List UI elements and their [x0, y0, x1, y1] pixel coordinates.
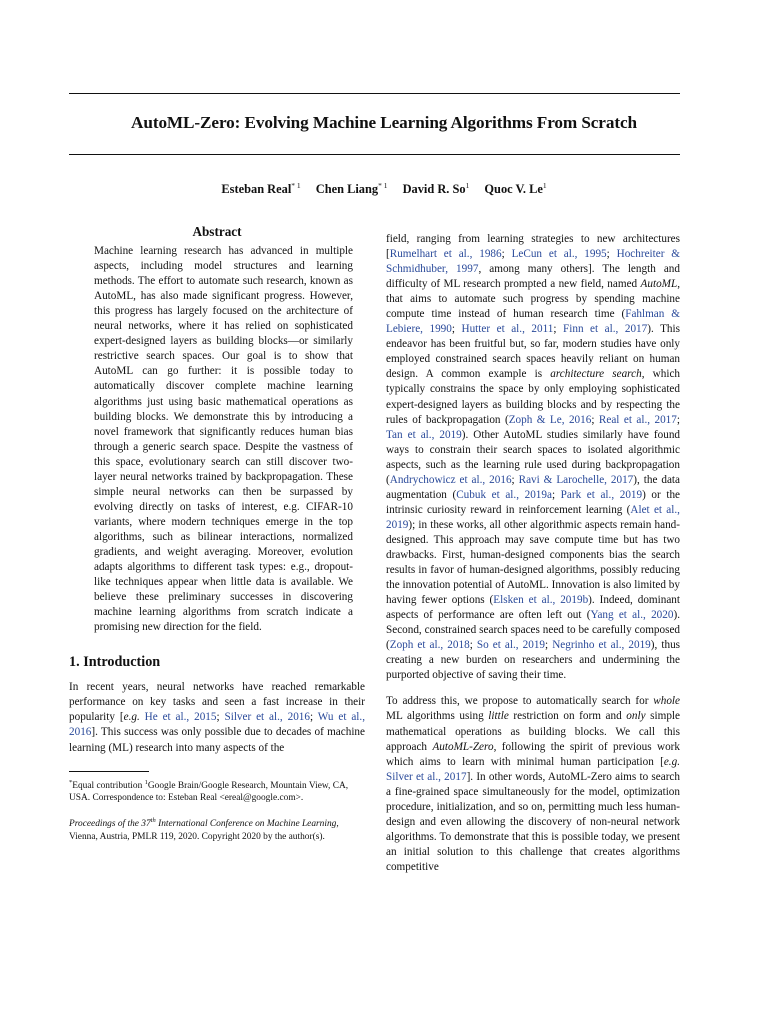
citation-link[interactable]: Negrinho et al., 2019	[552, 639, 651, 652]
body-emphasis: only	[626, 710, 646, 723]
author-affil-mark: * 1	[378, 181, 388, 190]
citation-link[interactable]: Andrychowicz et al., 2016	[389, 473, 512, 486]
author	[484, 182, 546, 196]
intro-text: In recent years, neural networks have reached remarkable performance on key tasks and seen a fast increase in their popularity [	[69, 681, 365, 724]
proceedings-text: , Vienna, Austria, PMLR 119, 2020. Copyright 2020 by the author(s).	[69, 819, 339, 842]
footnote-affil: Google Brain/Google Research, Mountain View, CA, USA. Correspondence to: Esteban Real <ereal@google.com>.	[69, 780, 349, 803]
author-affil-mark: 1	[465, 181, 470, 190]
citation-link[interactable]: Zoph & Le, 2016	[508, 413, 592, 426]
intro-eg: e.g.	[123, 711, 140, 724]
citation-link[interactable]: Hochreiter & Schmidhuber, 1997	[386, 248, 680, 276]
body-text: ). Second, constrained search spaces need to be carefully composed (	[386, 609, 680, 652]
body-text: ]. In other words, AutoML-Zero aims to search a fine-grained space simultaneously for the model, optimization procedure, initialization, and so on, permitting much less human-design and even allowing the discovery of non-neural network algorithms. To demonstrate that this is possible today, we present an initial solution to this challenge that creates algorithms competitive	[386, 770, 680, 873]
abstract-heading: Abstract	[192, 224, 242, 239]
body-text: ); in these works, all other algorithmic aspects remain hand-designed. This approach may save compute time but has two drawbacks. First, human-designed components bias the search results in favor of human-designed algorithms, possibly reducing the innovation potential of AutoML. Innovation is also limited by having fewer options (	[386, 518, 680, 607]
right-column	[386, 232, 680, 875]
citation-link[interactable]: Cubuk et al., 2019a	[456, 488, 552, 501]
citation-link[interactable]: Finn et al., 2017	[563, 323, 648, 336]
body-text: ). Other AutoML studies similarly have found ways to constrain their search spaces to isolated algorithmic aspects, such as the learning rule used during backpropagation (	[386, 428, 681, 486]
citation-link[interactable]: Hutter et al., 2011	[461, 323, 554, 336]
citation-link[interactable]: LeCun et al., 1995	[511, 248, 607, 261]
citation-link[interactable]: Tan et al., 2019	[386, 428, 462, 441]
proceedings-note	[69, 815, 365, 843]
footnote-affiliations	[69, 777, 365, 805]
citation-link[interactable]: Silver et al., 2016	[224, 711, 310, 724]
intro-text: ]. This success was only possible due to decades of machine learning (ML) research into many aspects of the	[69, 726, 365, 754]
footnote-rule	[69, 771, 149, 772]
proceedings-text: International Conference on Machine Learning	[155, 819, 337, 830]
body-text: , which typically constrains the space by only employing sophisticated expert-designed layers as building blocks and by respecting the rules of backpropagation (	[386, 368, 681, 426]
body-text: ), thus creating a new burden on researchers and undermining the purported objective of saving their time.	[386, 639, 681, 682]
body-text: ), the data augmentation (	[386, 473, 680, 501]
author-name: Quoc V. Le	[484, 182, 543, 196]
author	[221, 182, 300, 196]
citation-link[interactable]: Wu et al., 2016	[69, 711, 366, 739]
body-emphasis: AutoML-Zero	[432, 740, 494, 753]
author-affil-mark: 1	[542, 181, 547, 190]
body-emphasis: whole	[653, 695, 680, 708]
citation-link[interactable]: Rumelhart et al., 1986	[389, 248, 502, 261]
author	[316, 182, 388, 196]
author	[403, 182, 470, 196]
citation-link[interactable]: Alet et al., 2019	[386, 503, 680, 531]
intro-heading: 1. Introduction	[69, 654, 161, 671]
author-name: Chen Liang	[315, 182, 379, 196]
title-rule-bottom	[69, 154, 680, 155]
footnote-mark: *	[69, 778, 73, 786]
author-affil-mark: * 1	[291, 181, 301, 190]
proceedings-text: Proceedings of the 37	[69, 819, 151, 830]
intro-paragraph: In recent years, neural networks have reached remarkable performance on key tasks and seen a fast increase in their popularity [e.g. He et al., 2015; Silver et al., 2016; Wu et al., 2016]. This success was only possible due to decades of machine learning (ML) research into many aspects of the	[69, 681, 366, 754]
author-list	[0, 181, 768, 197]
citation-link[interactable]: Yang et al., 2020	[590, 609, 674, 622]
intro-paragraph-continued: field, ranging from learning strategies to new architectures [Rumelhart et al., 1986; LeCun et al., 1995; Hochreiter & Schmidhuber, 1997, among many others]. The length and difficulty of ML research prompted a new field, named AutoML, that aims to automate such progress by spending machine compute time instead of human research time (Fahlman & Lebiere, 1990; Hutter et al., 2011; Finn et al., 2017). This endeavor has been fruitful but, so far, modern studies have only employed constrained search spaces heavily reliant on human design. A common example is architecture search, which typically constrains the space by only employing sophisticated expert-designed layers as building blocks and by respecting the rules of backpropagation (Zoph & Le, 2016; Real et al., 2017; Tan et al., 2019). Other AutoML studies similarly have found ways to constrain their search spaces to isolated algorithmic aspects, such as the learning rule used during backpropagation (Andrychowicz et al., 2016; Ravi & Larochelle, 2017), the data augmentation (Cubuk et al., 2019a; Park et al., 2019) or the intrinsic curiosity reward in reinforcement learning (Alet et al., 2019); in these works, all other algorithmic aspects remain hand-designed. This approach may save compute time but has two drawbacks. First, human-designed components bias the search results in favor of human-designed algorithms, possibly reducing the innovation potential of AutoML. Innovation is also limited by having fewer options (Elsken et al., 2019b). Indeed, dominant aspects of performance are often left out (Yang et al., 2020). Second, constrained search spaces need to be carefully composed (Zoph et al., 2018; So et al., 2019; Negrinho et al., 2019), thus creating a new burden on researchers and undermining the purported objective of saving their time.	[386, 233, 681, 682]
left-column	[69, 224, 365, 843]
citation-link[interactable]: He et al., 2015	[144, 711, 217, 724]
body-text: , among many others]. The length and difficulty of ML research prompted a new field, named	[386, 263, 680, 291]
body-text: ML algorithms using	[386, 710, 489, 723]
body-text: To address this, we propose to automatically search for	[386, 695, 654, 708]
body-text: ) or the intrinsic curiosity reward in reinforcement learning (	[386, 488, 681, 516]
body-emphasis: architecture search	[550, 368, 642, 381]
proceedings-sup: th	[150, 817, 156, 825]
body-text: ). This endeavor has been fruitful but, so far, modern studies have only employed constrained search spaces heavily reliant on human design. A common example is	[386, 323, 680, 381]
proposal-paragraph	[386, 694, 680, 875]
footnote-equal: Equal contribution	[72, 780, 143, 791]
body-emphasis: AutoML	[640, 278, 678, 291]
body-emphasis: little	[488, 710, 509, 723]
body-text: simple mathematical operations as building blocks. We call this approach	[386, 710, 680, 753]
author-name: David R. So	[402, 182, 466, 196]
title-rule-top	[69, 93, 680, 94]
body-emphasis: e.g.	[663, 755, 680, 768]
citation-link[interactable]: Park et al., 2019	[560, 488, 643, 501]
body-text: , following the spirit of previous work which aims to learn with minimal human participation [	[386, 740, 680, 768]
body-text: restriction on form and	[508, 710, 627, 723]
citation-link[interactable]: Real et al., 2017	[598, 413, 677, 426]
citation-link[interactable]: So et al., 2019	[476, 639, 546, 652]
citation-link[interactable]: Ravi & Larochelle, 2017	[518, 473, 634, 486]
citation-link[interactable]: Elsken et al., 2019b	[493, 594, 589, 607]
citation-link[interactable]: Zoph et al., 2018	[389, 639, 470, 652]
citation-link[interactable]: Fahlman & Lebiere, 1990	[386, 308, 680, 336]
author-name: Esteban Real	[221, 182, 292, 196]
abstract-text: Machine learning research has advanced in multiple aspects, including model structures and learning methods. The effort to automate such research, known as AutoML, has also made significant progress. However, this progress has largely focused on the architecture of neural networks, where it has relied on sophisticated expert-designed layers as building blocks—or similarly restrictive search spaces. Our goal is to show that AutoML can go further: it is possible today to automatically discover complete machine learning algorithms just using basic mathematical operations as building blocks. We demonstrate this by introducing a novel framework that significantly reduces human bias through a generic search space. Despite the vastness of this space, evolutionary search can still discover two-layer neural networks trained by backpropagation. These simple neural networks can then be surpassed by evolving directly on tasks of interest, e.g. CIFAR-10 variants, where modern techniques emerge in the top algorithms, such as bilinear interactions, normalized gradients, and weight averaging. Moreover, evolution adapts algorithms to different task types: e.g., dropout-like techniques appear when little data is available. We believe these preliminary successes in discovering machine learning algorithms from scratch indicate a promising new direction for the field.	[94, 245, 353, 634]
body-text: field, ranging from learning strategies to new architectures [	[386, 233, 680, 261]
paper-title: AutoML-Zero: Evolving Machine Learning Algorithms From Scratch	[131, 113, 637, 132]
citation-link[interactable]: Silver et al., 2017	[386, 770, 467, 783]
body-text: , that aims to automate such progress by spending machine compute time instead of human research time (	[386, 278, 680, 321]
body-text: ). Indeed, dominant aspects of performance are often left out (	[386, 594, 680, 622]
footnote-mark: 1	[144, 778, 148, 786]
